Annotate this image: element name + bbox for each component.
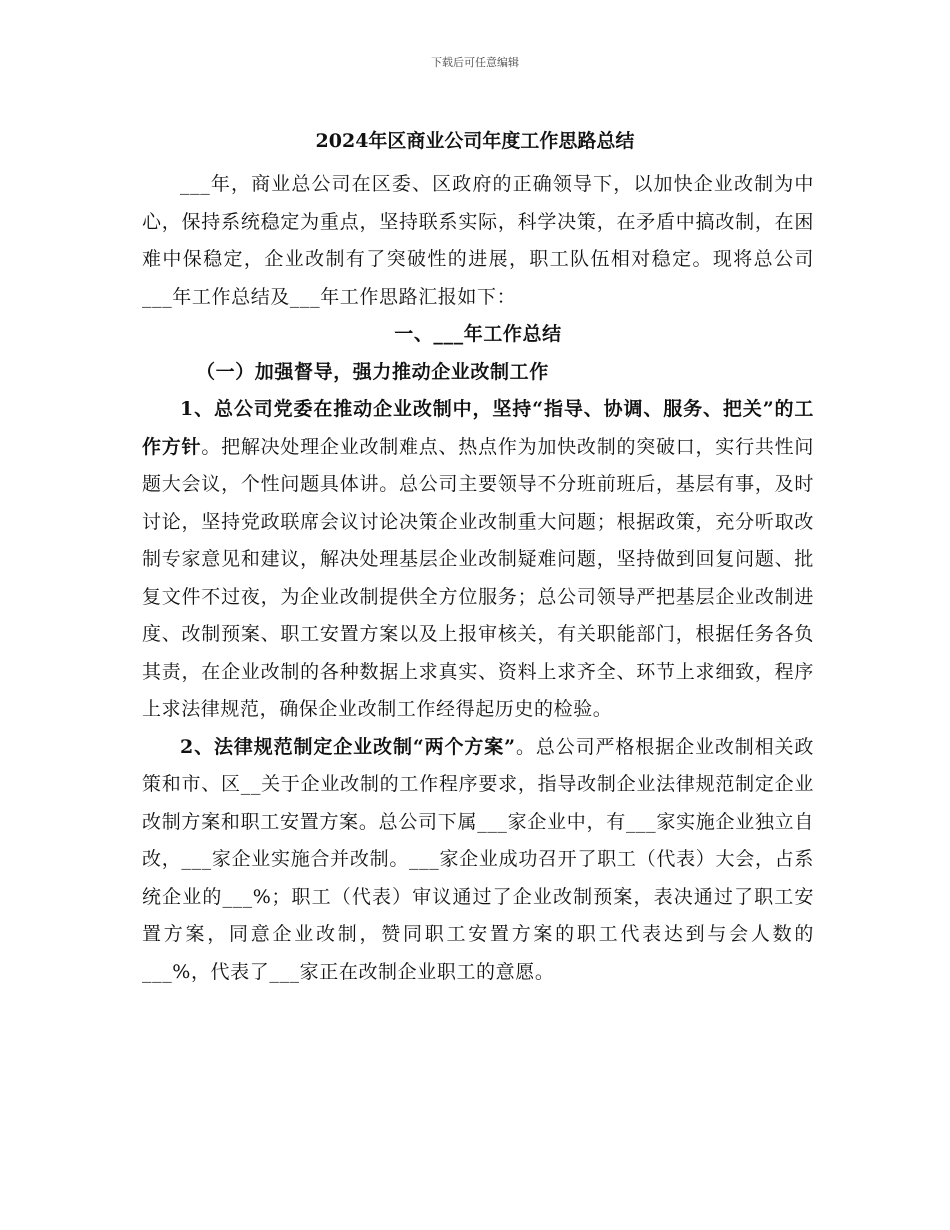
item2-paragraph xyxy=(142,729,814,992)
intro-paragraph: ___年，商业总公司在区委、区政府的正确领导下，以加快企业改制为中心，保持系统稳定为重点，坚持联系实际，科学决策，在矛盾中搞改制，在困难中保稳定，企业改制有了突破性的进展，职工队伍相对稳定。现将总公司___年工作总结及___年工作思路汇报如下： xyxy=(142,173,814,308)
item1-text: 。把解决处理企业改制难点、热点作为加快改制的突破口，实行共性问题大会议，个性问题具体讲。总公司主要领导不分班前班后，基层有事，及时讨论，坚持党政联席会议讨论决策企业改制重大问题；根据政策，充分听取改制专家意见和建议，解决处理基层企业改制疑难问题，坚持做到回复问题、批复文件不过夜，为企业改制提供全方位服务；总公司领导严把基层企业改制进度、改制预案、职工安置方案以及上报审核关，有关职能部门，根据任务各负其责，在企业改制的各种数据上求真实、资料上求齐全、环节上求细致，程序上求法律规范，确保企业改制工作经得起历史的检验。 xyxy=(142,435,814,720)
section-heading: 一、___年工作总结 xyxy=(394,323,562,345)
item1-paragraph xyxy=(142,391,814,729)
sub-heading: （一）加强督导，强力推动企业改制工作 xyxy=(196,360,549,383)
item2-lead: 2、法律规范制定企业改制“两个方案” xyxy=(180,735,516,758)
page-header-note: 下载后可任意编辑 xyxy=(431,56,519,69)
document-title: 2024年区商业公司年度工作思路总结 xyxy=(315,130,635,152)
item2-text: 。总公司严格根据企业改制相关政策和市、区__关于企业改制的工作程序要求，指导改制企业法律规范制定企业改制方案和职工安置方案。总公司下属___家企业中，有___家实施企业独立自改，___家企业实施合并改制。___家企业成功召开了职工（代表）大会，占系统企业的___%；职工（代表）审议通过了企业改制预案，表决通过了职工安置方案，同意企业改制，赞同职工安置方案的职工代表达到与会人数的___%，代表了___家正在改制企业职工的意愿。 xyxy=(142,735,814,983)
document-body xyxy=(142,166,814,991)
item1-lead: 1、总公司党委在推动企业改制中，坚持“指导、协调、服务、把关”的工作方针 xyxy=(142,398,814,458)
